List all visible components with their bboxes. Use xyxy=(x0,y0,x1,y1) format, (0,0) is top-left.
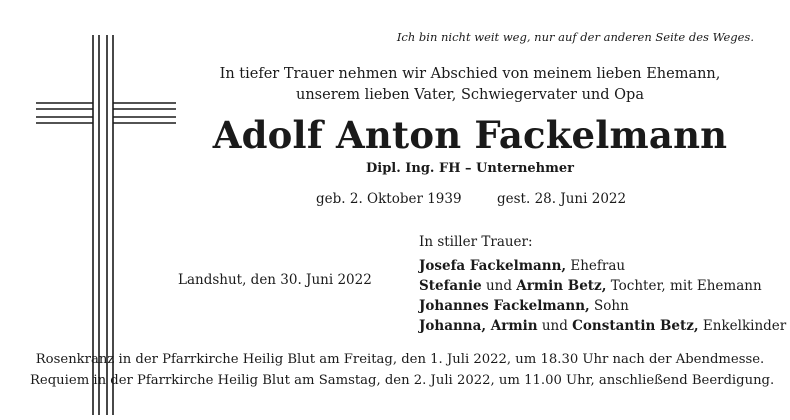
mourners-heading: In stiller Trauer: xyxy=(419,234,533,250)
service-requiem: Requiem in der Pfarrkirche Heilig Blut am Samstag, den 2. Juli 2022, um 11.00 Uhr, anschließend Beerdigung. xyxy=(30,373,775,388)
mourner-name: Josefa Fackelmann, xyxy=(419,258,567,274)
intro-line-2: unserem lieben Vater, Schwiegervater und Opa xyxy=(296,87,644,103)
mourner-row xyxy=(419,256,786,276)
mourner-relation: Enkelkinder xyxy=(698,318,787,334)
mourner-relation: Sohn xyxy=(589,298,629,314)
mourners-list xyxy=(419,256,786,336)
services xyxy=(30,349,775,391)
place-date: Landshut, den 30. Juni 2022 xyxy=(178,272,372,288)
mourner-relation: Tochter, mit Ehemann xyxy=(606,278,762,294)
mourner-row xyxy=(419,276,786,296)
mourner-name: Johannes Fackelmann, xyxy=(419,298,590,314)
mourner-relation: und xyxy=(481,278,517,294)
intro-line-1: In tiefer Trauer nehmen wir Abschied von meinem lieben Ehemann, xyxy=(219,66,721,82)
mourner-name: Armin Betz, xyxy=(516,278,607,294)
deceased-name: Adolf Anton Fackelmann xyxy=(212,113,728,157)
deceased-title: Dipl. Ing. FH – Unternehmer xyxy=(366,161,574,176)
mourner-name: Constantin Betz, xyxy=(572,318,699,334)
mourner-row xyxy=(419,296,786,316)
mourner-name: Johanna, Armin xyxy=(419,318,538,334)
death-date: gest. 28. Juni 2022 xyxy=(497,191,627,207)
birth-date: geb. 2. Oktober 1939 xyxy=(316,191,462,207)
mourner-name: Stefanie xyxy=(419,278,482,294)
motto: Ich bin nicht weit weg, nur auf der anderen Seite des Weges. xyxy=(396,30,754,44)
mourner-row xyxy=(419,316,786,336)
service-rosary: Rosenkranz in der Pfarrkirche Heilig Blut am Freitag, den 1. Juli 2022, um 18.30 Uhr nach der Abendmesse. xyxy=(35,352,765,367)
mourner-relation: und xyxy=(537,318,573,334)
mourners-block xyxy=(419,232,786,336)
mourner-relation: Ehefrau xyxy=(566,258,626,274)
